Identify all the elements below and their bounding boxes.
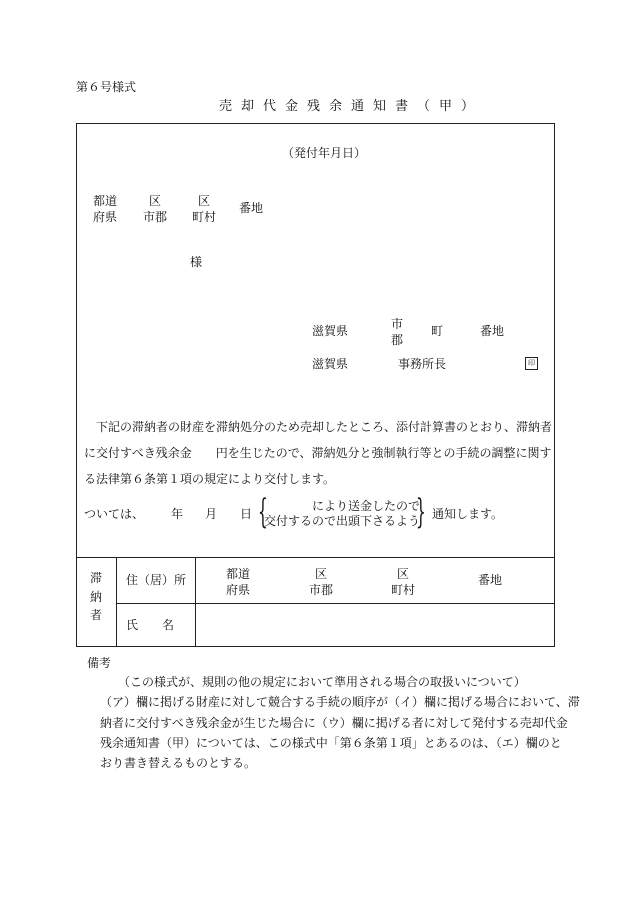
issuer-machi: 町 <box>431 324 444 338</box>
taxpayer-side-label: 滞 納 者 <box>90 571 103 623</box>
table-mid-line <box>116 603 555 604</box>
body-line-4-prefix: ついては、 <box>84 507 145 521</box>
table-top-line <box>76 557 555 558</box>
recipient-banchi: 番地 <box>239 201 264 215</box>
issuer-prefecture-2: 滋賀県 <box>312 357 349 371</box>
body-option-2: 交付するので出頭下さるよう <box>264 514 421 528</box>
body-year: 年 <box>171 507 184 521</box>
issuer-office-head: 事務所長 <box>398 357 447 371</box>
taxpayer-ku-shigun: 区 市郡 <box>309 567 334 598</box>
form-title: 売却代金残余通知書（甲） <box>219 99 484 114</box>
body-day: 日 <box>240 507 253 521</box>
form-number: 第６号様式 <box>76 80 137 94</box>
right-brace: } <box>415 492 426 532</box>
remarks-line-1: （ア）欄に掲げる財産に対して競合する手続の順序が（イ）欄に掲げる場合において、滞 <box>100 695 580 709</box>
taxpayer-ku-chouson: 区 町村 <box>391 567 416 598</box>
remarks-line-4: おり書き替えるものとする。 <box>100 756 257 770</box>
recipient-todofuken: 都道 府県 <box>93 194 118 225</box>
taxpayer-banchi: 番地 <box>478 573 503 587</box>
table-vline-2 <box>195 557 196 647</box>
body-suffix: 通知します。 <box>432 507 504 521</box>
issue-date: （発付年月日） <box>282 146 367 160</box>
recipient-sama: 様 <box>190 255 203 269</box>
remarks-line-2: 納者に交付すべき残余金が生じた場合に（ウ）欄に掲げる者に対して発付する売却代金 <box>100 716 568 730</box>
remarks-sub: （この様式が、規則の他の規定において準用される場合の取扱いについて） <box>118 675 526 689</box>
body-line-3: る法律第６条第１項の規定により交付します。 <box>84 472 336 486</box>
remarks-heading: 備考 <box>87 656 112 670</box>
body-month: 月 <box>205 507 218 521</box>
name-label: 氏 名 <box>126 618 175 632</box>
seal-mark: 印 <box>525 357 538 370</box>
issuer-shigun: 市 郡 <box>391 317 404 348</box>
issuer-banchi: 番地 <box>480 324 505 338</box>
recipient-ku-chouson: 区 町村 <box>192 194 217 225</box>
body-line-2: に交付すべき残余金 円を生じたので、滞納処分と強制執行等との手続の調整に関す <box>84 446 552 460</box>
recipient-ku-shigun: 区 市郡 <box>143 194 168 225</box>
body-option-1: により送金したので <box>312 499 421 513</box>
body-line-1: 下記の滞納者の財産を滞納処分のため売却したところ、添付計算書のとおり、滞納者 <box>96 420 553 434</box>
table-vline-1 <box>116 557 117 647</box>
taxpayer-todofuken: 都道 府県 <box>226 567 251 598</box>
address-label: 住（居）所 <box>126 573 187 587</box>
issuer-prefecture: 滋賀県 <box>312 324 349 338</box>
remarks-line-3: 残余通知書（甲）については、この様式中「第６条第１項」とあるのは、（エ）欄のと <box>100 736 562 750</box>
left-brace: { <box>257 492 268 532</box>
